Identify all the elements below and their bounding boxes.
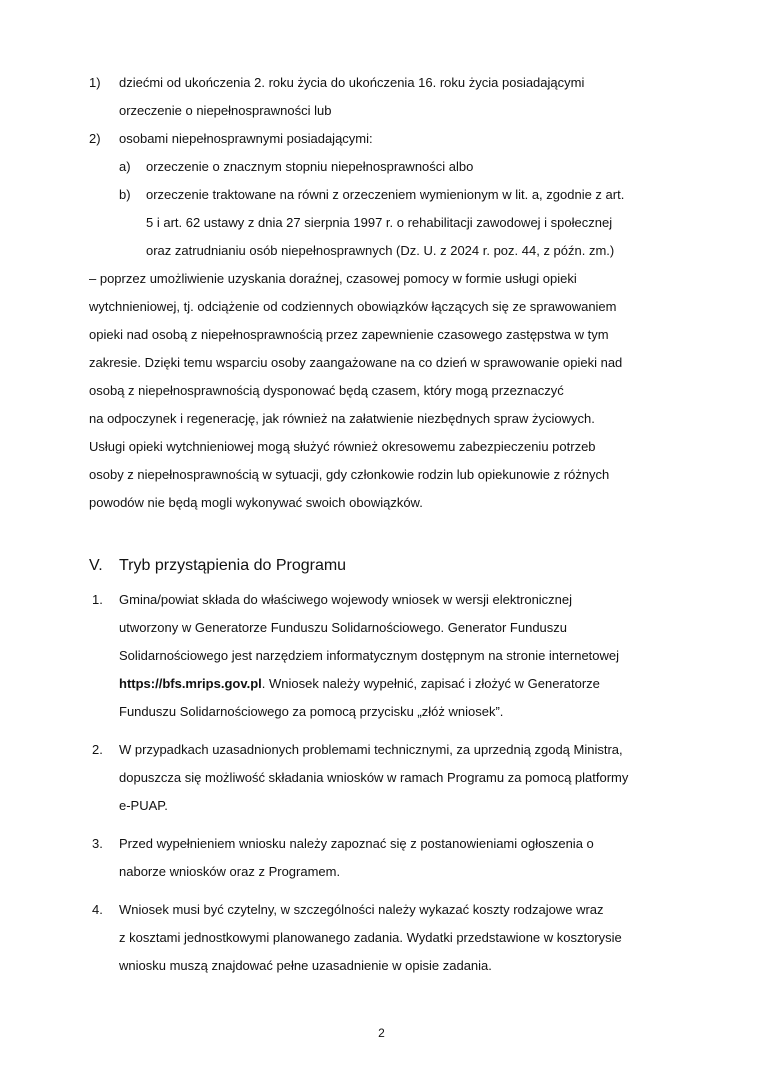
section-item-marker: 1.	[92, 592, 103, 607]
sublist-item-text: orzeczenie o znacznym stopniu niepełnosprawności albo	[146, 159, 474, 174]
section-item-text: utworzony w Generatorze Funduszu Solidarnościowego. Generator Funduszu	[119, 620, 568, 635]
paragraph-line: na odpoczynek i regenerację, jak również na załatwienie niezbędnych spraw życiowych.	[89, 411, 595, 426]
list-marker: 1)	[89, 75, 101, 90]
paragraph-line: wytchnieniowej, tj. odciążenie od codziennych obowiązków łączących się ze sprawowaniem	[89, 299, 617, 314]
paragraph-line: – poprzez umożliwienie uzyskania doraźnej, czasowej pomocy w formie usługi opieki	[89, 271, 577, 286]
section-item-text: e-PUAP.	[119, 798, 168, 813]
paragraph-line: osoby z niepełnosprawnością w sytuacji, gdy członkowie rodzin lub opiekunowie z różnych	[89, 467, 610, 482]
list-item-text: osobami niepełnosprawnymi posiadającymi:	[119, 131, 373, 146]
section-item-marker: 2.	[92, 742, 103, 757]
sublist-marker: b)	[119, 187, 131, 202]
section-item-text: W przypadkach uzasadnionych problemami technicznymi, za uprzednią zgodą Ministra,	[119, 742, 623, 757]
paragraph-line: osobą z niepełnosprawnością dysponować będą czasem, który mogą przeznaczyć	[89, 383, 564, 398]
section-item-text: dopuszcza się możliwość składania wniosków w ramach Programu za pomocą platformy	[119, 770, 629, 785]
paragraph-line: zakresie. Dzięki temu wsparciu osoby zaangażowane na co dzień w sprawowanie opieki nad	[89, 355, 623, 370]
section-item-text: z kosztami jednostkowymi planowanego zadania. Wydatki przedstawione w kosztorysie	[119, 930, 622, 945]
section-item-text: wniosku muszą znajdować pełne uzasadnienie w opisie zadania.	[119, 958, 492, 973]
paragraph-line: powodów nie będą mogli wykonywać swoich obowiązków.	[89, 495, 423, 510]
list-marker: 2)	[89, 131, 101, 146]
sublist-item-text: orzeczenie traktowane na równi z orzeczeniem wymienionym w lit. a, zgodnie z art.	[146, 187, 625, 202]
section-item-text: Solidarnościowego jest narzędziem informatycznym dostępnym na stronie internetowej	[119, 648, 620, 663]
section-item-text: naborze wniosków oraz z Programem.	[119, 864, 341, 879]
page-number: 2	[378, 1026, 385, 1040]
sublist-item-text: 5 i art. 62 ustawy z dnia 27 sierpnia 1997 r. o rehabilitacji zawodowej i społecznej	[146, 215, 613, 230]
paragraph-line: Usługi opieki wytchnieniowej mogą służyć również okresowemu zabezpieczeniu potrzeb	[89, 439, 596, 454]
section-item-text: Funduszu Solidarnościowego za pomocą przycisku „złóż wniosek”.	[119, 704, 504, 719]
section-title: Tryb przystąpienia do Programu	[119, 557, 347, 574]
sublist-marker: a)	[119, 159, 131, 174]
list-item-text: dziećmi od ukończenia 2. roku życia do ukończenia 16. roku życia posiadającymi	[119, 75, 585, 90]
section-item-text: Gmina/powiat składa do właściwego wojewody wniosek w wersji elektronicznej	[119, 592, 573, 607]
section-item-marker: 3.	[92, 836, 103, 851]
section-item-text: Przed wypełnieniem wniosku należy zapoznać się z postanowieniami ogłoszenia o	[119, 836, 594, 851]
section-item-text: https://bfs.mrips.gov.pl. Wniosek należy wypełnić, zapisać i złożyć w Generatorze	[119, 676, 600, 691]
list-item-text: orzeczenie o niepełnosprawności lub	[119, 103, 332, 118]
sublist-item-text: oraz zatrudnianiu osób niepełnosprawnych (Dz. U. z 2024 r. poz. 44, z późn. zm.)	[146, 243, 615, 258]
bfs-url-link[interactable]: https://bfs.mrips.gov.pl	[119, 676, 262, 691]
paragraph-line: opieki nad osobą z niepełnosprawnością przez zapewnienie czasowego zastępstwa w tym	[89, 327, 609, 342]
section-item-text: Wniosek musi być czytelny, w szczególności należy wykazać koszty rodzajowe wraz	[119, 902, 604, 917]
section-number: V.	[89, 557, 103, 574]
section-item-marker: 4.	[92, 902, 103, 917]
